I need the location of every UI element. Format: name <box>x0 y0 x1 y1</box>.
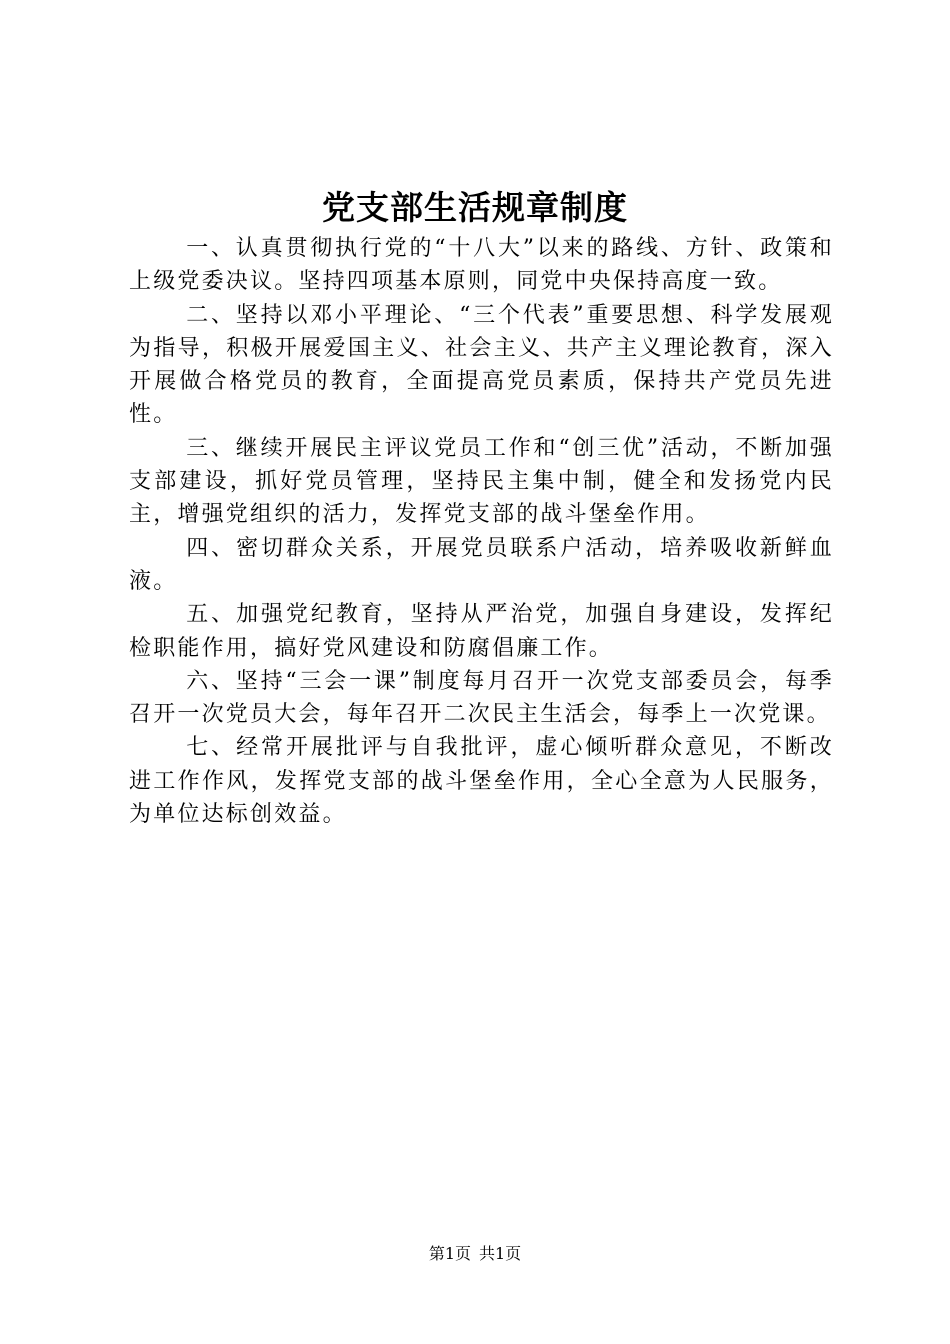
paragraph-5: 五、加强党纪教育，坚持从严治党，加强自身建设，发挥纪检职能作用，搞好党风建设和防腐倡廉工作。 <box>129 602 834 661</box>
paragraph-6: 六、坚持“三会一课”制度每月召开一次党支部委员会，每季召开一次党员大会，每年召开二次民主生活会，每季上一次党课。 <box>129 668 834 728</box>
document-body <box>129 232 834 831</box>
document-title: 党支部生活规章制度 <box>322 188 628 227</box>
page-total: 共1页 <box>479 1244 522 1263</box>
page-number: 第1页 <box>428 1244 471 1263</box>
page-footer <box>0 1243 950 1265</box>
paragraph-4: 四、密切群众关系，开展党员联系户活动，培养吸收新鲜血液。 <box>129 535 834 594</box>
paragraph-3: 三、继续开展民主评议党员工作和“创三优”活动，不断加强支部建设，抓好党员管理，坚持民主集中制，健全和发扬党内民主，增强党组织的活力，发挥党支部的战斗堡垒作用。 <box>129 435 834 528</box>
paragraph-1: 一、认真贯彻执行党的“十八大”以来的路线、方针、政策和上级党委决议。坚持四项基本原则，同党中央保持高度一致。 <box>129 236 834 295</box>
paragraph-7: 七、经常开展批评与自我批评，虚心倾听群众意见，不断改进工作作风，发挥党支部的战斗堡垒作用，全心全意为人民服务，为单位达标创效益。 <box>129 735 834 828</box>
paragraph-2: 二、坚持以邓小平理论、“三个代表”重要思想、科学发展观为指导，积极开展爱国主义、社会主义、共产主义理论教育，深入开展做合格党员的教育，全面提高党员素质，保持共产党员先进性。 <box>129 302 834 428</box>
